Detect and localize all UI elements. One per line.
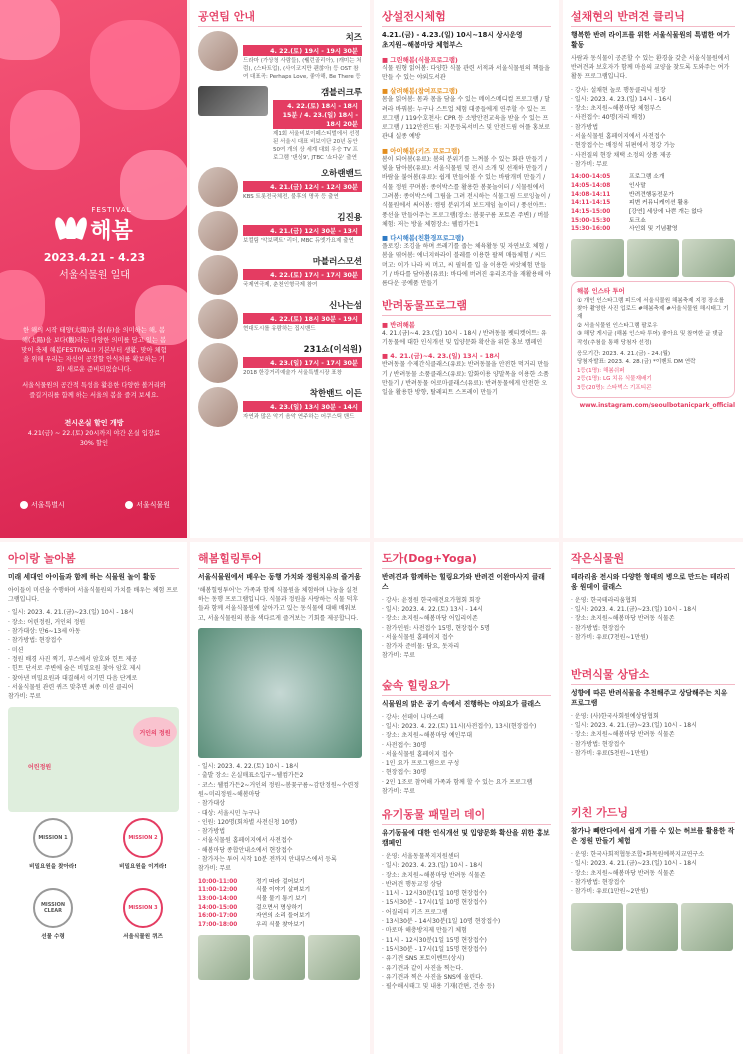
schedule-desc: 우리 식물 찾아보기 <box>256 922 305 929</box>
mission-1-label: 비밀요원을 찾아라! <box>29 864 77 871</box>
festival-venue: 서울식물원 일대 <box>59 270 130 281</box>
kids-info <box>8 608 179 692</box>
family-day-info-line: · 유기견 SNS 포토이벤트(상시) <box>382 955 465 963</box>
schedule-desc: 사인회 및 기념촬영 <box>629 226 678 233</box>
companion-block <box>382 320 551 348</box>
small-plants-info-line: · 일시: 2023. 4. 21.(금)~23.(일) 10시 - 18시 <box>571 605 697 613</box>
healing-schedule-row <box>198 886 362 895</box>
insta-steps <box>577 297 729 347</box>
yoga-column <box>374 542 559 1054</box>
insta-prize: 2등(1명): LG 치유 식물재배기 <box>577 376 652 383</box>
schedule-desc: [강연] 세상에 나쁜 개는 없다 <box>629 209 703 215</box>
performer-name: 신나는섬 <box>329 300 362 311</box>
performer-body <box>243 255 362 290</box>
small-plants-info-line: · 운영: 한국테라리움협회 <box>571 596 637 604</box>
performer-name: 갬블러크루 <box>320 87 362 98</box>
performer-time: 4. 21.(금) 12시 - 12시 30분 <box>243 181 362 192</box>
yoga-info-line: · 강사: 윤정원 한국애견요가협회 회장 <box>382 596 481 604</box>
performer-card <box>198 343 362 383</box>
kids-section <box>0 542 187 1054</box>
performer-photo <box>198 86 268 116</box>
performer-desc: 제1회 서울비보이페스티벌에서 선정된 서울시 대표 비보이단 20년 동안 50여 개의 상 세계 대회 우승 TV 프로그램 '댄싱9', JTBC '쇼다운' 출연 <box>273 130 360 161</box>
map-label-kids-garden: 어린정원 <box>28 764 52 772</box>
healing-info-line: · 참가방법 <box>198 828 225 836</box>
clinic-info-line: · 서울식물원 홈페이지에서 사전접수 <box>571 133 666 141</box>
exhibition-block-text: 몸을 읽어봄: 몸과 몸을 담을 수 있는 메이스메디컬 프로그램 / 달려라 바꿔봄: 누구나 스트업 체험 대중들에게 연주할 수 있는 프로그램 / 119수호천사: CPR 등 소방안전교육을 받을 수 있는 프로그램 / 112안전드림: 지문등록서비스 및 안전드림 어플 홍보로 관내 실종 예방 <box>382 96 551 141</box>
instagram-link[interactable]: www.instagram.com/seoulbotanicpark_official <box>579 401 735 409</box>
performer-photo <box>198 387 238 427</box>
performer-time: 4. 22.(토) 18시 - 18시 15분 / 4. 23.(일) 18시 - 18시 20분 <box>273 100 362 129</box>
family-day-info-line: · 반려견 행동교정 상담 <box>382 880 442 888</box>
insta-title: 해봄 인스타 투어 <box>577 287 625 296</box>
schedule-time: 17:00-18:00 <box>198 922 238 929</box>
small-plants-info-line: · 장소: 초지원~해봄마당 반려동 식물존 <box>571 615 675 623</box>
event-title: 전시온실 할인 개방 <box>64 419 124 427</box>
performer-desc: KBS 트롯전국체전, 불후의 명곡 등 출연 <box>243 193 339 200</box>
schedule-desc: 걸으면서 명상하기 <box>256 904 303 911</box>
small-plants-info-line: · 참가비: 유료(7천원~1만원) <box>571 633 649 641</box>
forest-yoga-info-line: · 1인 요가 프로그램으로 구성 <box>382 760 460 768</box>
schedule-time: 14:05-14:08 <box>571 182 611 189</box>
yoga-info-line: · 서울식물원 홈페이지 접수 <box>382 633 454 641</box>
companion-title: 반려동물프로그램 <box>382 297 551 316</box>
festival-label: FESTIVAL <box>91 206 132 214</box>
performance-section <box>190 0 370 538</box>
festival-intro <box>20 326 168 400</box>
healing-info-line: · 참가대상 <box>198 800 225 808</box>
kids-fee: 참가비: 무료 <box>8 693 41 701</box>
performer-body <box>243 167 362 202</box>
yoga-info-line: · 참가자 준비물: 담요, 돗자리 <box>382 643 460 651</box>
performer-photo <box>198 167 238 207</box>
performer-name: 오하랜밴드 <box>320 168 362 179</box>
tulip-decoration <box>0 0 60 60</box>
exhibition-blocks <box>382 55 551 289</box>
family-day-info-line: · 장소: 초지원~해봄마당 반려동 식물존 <box>382 871 486 879</box>
performer-desc: 드라마 (가상청 사람들), (뷀런골리아), (캐미는 처럼), (스타트업), (사이코지만 괜찮아) 등 OST 참여 대표곡: Perhaps Love, 좋아해, Be There 등 <box>243 58 362 80</box>
forest-yoga-info-line: · 서울식물원 홈페이지 접수 <box>382 750 454 758</box>
forest-yoga-info-line: · 장소: 초지원~해봄마당 예인무대 <box>382 732 473 740</box>
event-text: 4.21(금) ~ 22.(토) 20시까지 야간 온실 입장료 30% 할인 <box>27 430 161 448</box>
family-day-info-line: · 유기견과 같이 사진을 찍는다. <box>382 964 463 972</box>
yoga-info-line: · 장소: 초지원~해봄마당 어입리이존 <box>382 615 478 623</box>
festival-dates: 2023.4.21 - 4.23 <box>43 251 146 264</box>
performer-photo <box>198 343 238 383</box>
yoga-fee: 참가비: 무료 <box>382 652 415 660</box>
festival-logo <box>32 206 157 281</box>
insta-step: ② 서울식물원 인스타그램 팔로우 <box>577 322 658 329</box>
family-day-info-line: · 15시30분 - 17시(1일 10명 현장접수) <box>382 899 487 907</box>
exhibition-section <box>374 0 559 538</box>
performer-body <box>243 387 362 422</box>
kitchen-info <box>571 850 735 896</box>
family-day-sub: 유기동물에 대한 인식개선 및 입양문화 확산을 위한 홍보 캠페인 <box>382 829 550 848</box>
exhibition-block <box>382 86 551 141</box>
map-label-giant-garden: 거인의 정원 <box>133 717 177 747</box>
healing-info <box>198 762 362 864</box>
schedule-desc: 정기 따라 걸어보기 <box>256 878 305 885</box>
small-plants-sub: 테라리움 전시와 다양한 형태의 병으로 만드는 테라리움 원데이 클래스 <box>571 573 730 591</box>
mission-3-label: 서울식물원 퀴즈 <box>123 934 163 941</box>
yoga-info <box>382 596 551 652</box>
healing-photo <box>308 935 360 980</box>
healing-title: 해봄힐링투어 <box>198 550 362 569</box>
companion-block-title: ■ 반려해봄 <box>382 320 415 329</box>
insta-step: ③ 해당 게시글 (해봄 인스타 투어) 좋아요 및 참여한 글 댓글 작성(추첨을 통해 당첨자 선정) <box>577 331 724 346</box>
clinic-info-line: · 현장접수는 배정석 뒤편에서 청강 가능 <box>571 142 676 150</box>
family-day-info-line: · 마로마 해충방지제 만들기 체험 <box>382 927 467 935</box>
healing-fee: 참가비: 무료 <box>198 865 231 873</box>
exhibition-block-title: ■ 살려해봄(참여프로그램) <box>382 87 458 96</box>
insta-announce: 당첨자발표: 2023. 4. 28.(금) *이벤트 DM 연락 <box>577 359 696 366</box>
family-day-info-line: · 13시30분 - 14시30분(1일 10명 현장접수) <box>382 918 501 926</box>
kids-info-line: · 참가대상: 만6~13세 아동 <box>8 628 81 636</box>
schedule-time: 14:08-14:11 <box>571 191 611 198</box>
kids-info-line: · 미션 <box>8 646 24 654</box>
performance-title: 공연팀 안내 <box>198 8 362 27</box>
performer-name: 마블러스모션 <box>312 256 362 267</box>
yoga-title: 도가(Dog+Yoga) <box>382 550 551 569</box>
insta-prize: 1등(1명): 해봄쉬퍼 <box>577 367 625 374</box>
clinic-schedule-row <box>571 217 735 226</box>
performer-desc: 보컬팀 '악보팩트' 리더, MBC 듀엣가요제 출연 <box>243 237 354 244</box>
family-day-info-line: · 유기견과 찍은 사진을 SNS에 올린다. <box>382 973 483 981</box>
exhibition-block-title: ■ 그린해봄(식물프로그램) <box>382 55 458 64</box>
family-day-info-line: · 일시: 2023. 4. 23.(일) 10시 - 18시 <box>382 862 483 870</box>
mission-clear-label: 선물 수령 <box>41 934 65 941</box>
performer-card <box>198 299 362 339</box>
performer-card <box>198 255 362 295</box>
forest-yoga-info <box>382 713 551 787</box>
family-day-info-line: · 15시30분 - 17시(1일 15명 현장접수) <box>382 945 487 953</box>
performer-photo <box>198 211 238 251</box>
flower-logo-icon <box>56 213 86 239</box>
plant-consult-sub: 성향에 따른 반려식물을 추천해주고 상담해주는 치유 프로그램 <box>571 689 728 708</box>
performer-photo <box>198 31 238 71</box>
performer-name: 231쇼(이석원) <box>303 344 362 355</box>
performer-photo <box>198 255 238 295</box>
insta-tour-box <box>571 281 735 398</box>
healing-info-line: · 코스: 웰컴가든2~거인의 정원~봄꽃구름~감탄정원~수련정원~미리정원~해봄마당 <box>198 781 360 798</box>
clinic-sub: 행복한 반려 라이프를 위한 서울식물원의 특별한 여가활동 <box>571 31 730 49</box>
kids-info-line: · 서울식물원 관련 퀴즈 맞추면 최종 미션 클리어 <box>8 683 134 691</box>
performer-desc: 현대도시를 유람하는 집시밴드 <box>243 325 316 332</box>
family-day-info-line: · 11시 - 12시30분(1일 15명 현장접수) <box>382 936 487 944</box>
schedule-time: 14:00-15:00 <box>198 904 238 911</box>
forest-yoga-info-line: · 사전접수: 30명 <box>382 741 427 749</box>
clinic-info-line: · 사전접수: 40명(자리 배정) <box>571 114 646 122</box>
clinic-photo <box>682 239 735 277</box>
insta-prizes <box>577 367 729 392</box>
family-day-info <box>382 852 551 991</box>
schedule-desc: 반려견행동전문가 <box>629 191 674 198</box>
healing-photo <box>198 935 250 980</box>
exhibition-block-title: ■ 다시해봄(친환경프로그램) <box>382 234 465 243</box>
botanic-park-logo: 서울식물원 <box>125 500 170 510</box>
mission-2-label: 비밀요원을 이겨라! <box>119 864 167 871</box>
clinic-section <box>563 0 743 538</box>
healing-info-line: · 대상: 서울시민 누구나 <box>198 809 260 817</box>
kitchen-info-line: · 운영: 한국사회적협동조합•화목원예복지교연구소 <box>571 851 704 859</box>
kids-sub: 미래 세대인 아이들과 함께 하는 식물원 놀이 활동 <box>8 573 156 581</box>
forest-yoga-info-line: · 강사: 선데이 나마스테 <box>382 713 444 721</box>
kids-info-line: · 찾아낸 비밀요원과 대결해서 이기면 다음 단계로 <box>8 674 138 682</box>
performer-body <box>243 31 362 82</box>
healing-info-line: · 해봄마당 종합안내소에서 현장접수 <box>198 846 293 854</box>
performer-name: 치즈 <box>345 33 362 43</box>
seoul-logo-icon <box>20 501 28 509</box>
insta-step: ① 개인 인스타그램 피드에 서울식물원 해봄축제 지정 장소를 찾아 촬영한 사진 업로드 #해봄축제 #서울식물원 해시태그 기재 <box>577 297 729 321</box>
plant-consult-info-line: · 일시: 2023. 4. 21.(금)~23.(일) 10시 - 18시 <box>571 722 697 730</box>
healing-photos <box>198 935 362 980</box>
performer-body <box>243 299 362 334</box>
performer-name: 김진용 <box>337 212 362 223</box>
forest-yoga-info-line: · 일시: 2023. 4. 22.(토) 11시(사전접수), 13시(현장접수) <box>382 722 537 730</box>
exhibition-venue: 초지원~해봄마당 체험부스 <box>382 40 463 49</box>
greenhouse-photo <box>198 628 362 758</box>
clinic-photos <box>571 239 735 277</box>
insta-period: 응모기간: 2023. 4. 21.(금) - 24.(월) <box>577 351 671 358</box>
family-day-info-line: · 운영: 서울동물복지지원센터 <box>382 852 460 860</box>
clinic-info <box>571 86 735 170</box>
clinic-info-line: · 사전질의 현장 채택 소정의 상품 제공 <box>571 151 672 159</box>
family-day-info-line: · 어질리티 키즈 프로그램 <box>382 908 448 916</box>
schedule-time: 15:00-15:30 <box>571 217 611 224</box>
tulip-decoration <box>90 20 180 110</box>
clinic-photo <box>571 239 624 277</box>
performer-photo <box>198 299 238 339</box>
exhibition-block <box>382 55 551 83</box>
insta-prize: 3등(20명): 스타벅스 기프티콘 <box>577 384 652 391</box>
exhibition-block-title: ■ 아이해봄(키즈 프로그램) <box>382 146 461 155</box>
healing-info-line: · 인원: 120명(회차별 사전신청 10명) <box>198 818 298 826</box>
schedule-desc: 식물 물기 통기 보기 <box>256 895 307 902</box>
kids-info-line: · 일시: 2023. 4. 21.(금)~23.(일) 10시 - 18시 <box>8 609 134 617</box>
healing-sub: 서울식물원에서 배우는 동행 가치와 정원치유의 즐거움 <box>198 573 361 581</box>
schedule-time: 16:00-17:00 <box>198 913 238 920</box>
kids-info-line: · 장소: 어린정원, 거인의 정원 <box>8 618 86 626</box>
clinic-info-line: · 장소: 초지원~해봄마당 체험부스 <box>571 105 662 113</box>
performer-card <box>198 86 362 163</box>
kitchen-info-line: · 참가비: 유료(1만원~2만원) <box>571 888 649 896</box>
festival-title: 해봄 <box>90 219 133 244</box>
exhibition-block-text: 식물 원형 읽어봄: 다양한 식물 관련 서적과 서울식물원의 책들을 만들 수 있는 야외도서관 <box>382 64 550 81</box>
performer-card <box>198 31 362 82</box>
schedule-time: 14:00-14:05 <box>571 174 611 181</box>
clinic-schedule <box>571 173 735 234</box>
performer-body <box>273 86 362 163</box>
performer-time: 4. 23.(일) 17시 - 17시 30분 <box>243 357 362 368</box>
family-day-title: 유기동물 패밀리 데이 <box>382 806 551 825</box>
forest-yoga-info-line: · 현장접수: 30명 <box>382 769 427 777</box>
healing-schedule-row <box>198 921 362 930</box>
clinic-schedule-row <box>571 199 735 208</box>
healing-info-line: · 출발 장소: 온실매표소입구~웰컴가든2 <box>198 772 304 780</box>
kitchen-photos <box>571 903 735 951</box>
healing-schedule-row <box>198 904 362 913</box>
performer-time: 4. 23.(일) 13시 30분 - 14시 <box>243 401 362 412</box>
kitchen-photo <box>626 903 678 951</box>
kids-map <box>8 707 179 812</box>
exhibition-dates: 4.21.(금) - 4.23.(일) 10시~18시 상시운영 <box>382 31 523 39</box>
healing-schedule-row <box>198 895 362 904</box>
schedule-desc: 피변 커뮤니케이션 활용 <box>629 200 689 207</box>
performer-desc: 자연과 많은 악기 음악 연주하는 어쿠스틱 밴드 <box>243 413 355 420</box>
schedule-time: 15:30-16:00 <box>571 226 611 233</box>
small-plants-info-line: · 참가방법: 현장접수 <box>571 624 626 632</box>
schedule-time: 11:00-12:00 <box>198 887 238 894</box>
forest-yoga-sub: 식물원의 맑은 공기 속에서 진행하는 야외요가 클래스 <box>382 699 541 708</box>
performer-time: 4. 21.(금) 12시 30분 - 13시 <box>243 225 362 236</box>
schedule-desc: 자연의 소리 들어보기 <box>256 913 311 920</box>
schedule-desc: 토크쇼 <box>629 217 646 224</box>
clinic-schedule-row <box>571 191 735 200</box>
family-day-info-line: · 11시 - 12시30분(1일 10명 현장접수) <box>382 890 487 898</box>
plant-consult-info-line: · 운영: (사)한국사회원예상담협회 <box>571 712 659 720</box>
kitchen-info-line: · 참가방법: 현장접수 <box>571 878 626 886</box>
schedule-desc: 식물 이야기 살펴보기 <box>256 887 311 894</box>
healing-schedule-row <box>198 912 362 921</box>
clinic-title: 설채현의 반려견 클리닉 <box>571 8 735 27</box>
healing-info-line: · 참가자는 투어 시작 10분 전까지 안내부스에서 등록 <box>198 856 337 863</box>
performer-time: 4. 22.(토) 19시 - 19시 30분 <box>243 45 362 56</box>
mission-3-badge: MISSION 3 <box>123 888 163 928</box>
exhibition-block <box>382 233 551 288</box>
performer-card <box>198 167 362 207</box>
family-day-info-line: · 필수해시태그 및 내용 기재(간편, 건송 등) <box>382 983 495 991</box>
schedule-time: 13:00-14:00 <box>198 895 238 902</box>
clinic-info-line: · 강사: 설채현 놀로 행동클리닉 원장 <box>571 86 666 94</box>
plant-consult-info-line: · 장소: 초지원~해봄마당 반려동 식물존 <box>571 731 675 739</box>
clinic-desc: 사람과 동식물이 공존할 수 있는 환경을 갖춘 서울식물원에서 반려견과 보호자가 함께 마음의 교양을 찾도록 도와주는 여가활동 프로그램입니다. <box>571 54 730 81</box>
exhibition-title: 상설전시체험 <box>382 8 551 27</box>
healing-schedule <box>198 878 362 930</box>
schedule-time: 14:15-15:00 <box>571 209 611 215</box>
performer-body <box>243 343 362 378</box>
exhibition-block-text: 봄이 되어봄(유료): 봄의 분위기를 느껴볼 수 있는 화관 만들기 / 빛을 담아봄(유료): 서울식물원 및 전시 소개 및 선재하 만들기 / 바람을 불어봄(유료): 쉽게 만들어볼 수 있는 바람개비 만들기 / 식물 정원 꾸며봄: 종이박스를 활용한 봄꽃놀이터 / 식물원에서 그려봄: 종이박스에 그림을 그려 전시하는 식물그림 드로잉놀이 / 식물원에서 써어봄: 캠핑 분위기의 보드게임 놀이터 / 풍선아트: 풍선을 만들어주는 프로그램(장소: 봄꽃구름 포토존 주변) / 버블체험: 저는 방울 체험장소: 웰컴가든1 <box>382 155 551 228</box>
mission-clear-badge: MISSION CLEAR <box>33 888 73 928</box>
schedule-time: 10:00-11:00 <box>198 878 238 885</box>
yoga-sub: 반려견과 함께하는 힐링요가와 반려견 이완마사지 클래스 <box>382 573 545 591</box>
performer-time: 4. 22.(토) 17시 - 17시 30분 <box>243 269 362 280</box>
clinic-schedule-row <box>571 225 735 234</box>
forest-yoga-fee: 참가비: 무료 <box>382 787 415 795</box>
clinic-photo <box>627 239 680 277</box>
healing-info-line: · 일시: 2023. 4. 22.(토) 10시 - 18시 <box>198 763 299 771</box>
hero-panel <box>0 0 187 538</box>
greenhouse-event <box>20 418 168 449</box>
kitchen-title: 키친 가드닝 <box>571 804 735 823</box>
kitchen-photo <box>681 903 733 951</box>
healing-schedule-row <box>198 878 362 887</box>
clinic-schedule-row <box>571 182 735 191</box>
clinic-schedule-row <box>571 173 735 182</box>
forest-yoga-info-line: · 2인 1조로 참여해 가족과 함께 할 수 있는 요가 프로그램 <box>382 778 533 786</box>
healing-section <box>190 542 370 1054</box>
clinic-info-line: · 참가비: 무료 <box>571 160 608 168</box>
performer-name: 착한밴드 이든 <box>309 388 362 399</box>
companion-block-text: 반려동물 수제간식클래스(유료): 반려동물을 안전한 먹거리 만들기 / 반려동물 소품클래스(유료): 압화이용 양말목을 이용한 소품만들기 / 반려동물 어로마클래스(유료): 반려동물에게 안전한 오일을 활용한 방향, 탈레피트 스프레이 만들기 <box>382 361 549 397</box>
performer-card <box>198 387 362 427</box>
plant-consult-info <box>571 712 735 758</box>
plant-consult-title: 반려식물 상담소 <box>571 666 735 685</box>
healing-info-line: · 서울식물원 홈페이지에서 사전접수 <box>198 837 293 845</box>
companion-block-text: 4. 21.(금)~4. 23.(일) 10시 - 18시 / 반려동물 펫티켓어트: 유기동물에 대한 인식개선 및 입양문화 확산을 위한 홍보 캠페인 <box>382 329 547 346</box>
mission-1-badge: MISSION 1 <box>33 818 73 858</box>
clinic-info-line: · 참가방법 <box>571 123 598 131</box>
organizer-logos <box>20 500 170 510</box>
companion-block <box>382 351 551 397</box>
exhibition-block <box>382 146 551 229</box>
small-plants-info <box>571 596 735 642</box>
seoul-city-logo: 서울특별시 <box>20 500 65 510</box>
kids-info-line: · 참가방법: 현장접수 <box>8 637 63 645</box>
companion-block-title: ■ 4. 21.(금)~4. 23.(일) 13시 - 18시 <box>382 352 500 361</box>
schedule-desc: 인사말 <box>629 182 646 189</box>
kitchen-photo <box>571 903 623 951</box>
performer-time: 4. 22.(토) 18시 30분 - 19시 <box>243 313 362 324</box>
kids-info-line: · 정원 배경 사진 찍기, 부스에서 암호와 힌트 제공 <box>8 655 138 663</box>
kids-title: 아이랑 놀아봄 <box>8 550 179 569</box>
performer-card <box>198 211 362 251</box>
companion-blocks <box>382 320 551 398</box>
tulip-decoration <box>10 90 80 170</box>
kitchen-info-line: · 장소: 초지원~해봄마당 반려동 식물존 <box>571 869 675 877</box>
forest-yoga-title: 숲속 힐링요가 <box>382 677 551 696</box>
performer-desc: 국제연극제, 춘천인형극제 참여 <box>243 281 318 288</box>
performer-body <box>243 211 362 246</box>
mission-2-badge: MISSION 2 <box>123 818 163 858</box>
plant-consult-info-line: · 참가비: 유료(5천원~1만원) <box>571 750 649 758</box>
healing-desc: '해봄힐링투어'는 가족과 함께 식물원을 체험하며 나눔을 실천하는 동행 프로그램입니다. 식물과 정원을 사랑하는 식물 덕후들과 함께 서울식물원에 살아가고 있는 동식물에 대해 배워보고, 서울식물원의 봄을 색다르게 즐겨보는 기회를 제공합니다. <box>198 586 359 622</box>
clinic-info-line: · 일시: 2023. 4. 23.(일) 14시 - 16시 <box>571 95 672 103</box>
healing-photo <box>253 935 305 980</box>
botanic-logo-icon <box>125 501 133 509</box>
schedule-time: 14:11-14:15 <box>571 200 611 207</box>
intro-text-2: 서울식물원의 공간적 특성을 활용한 다양한 볼거리와 즐길거리를 함께 하는 서울의 봄을 즐겨 보세요. <box>22 381 166 399</box>
yoga-info-line: · 일시: 2023. 4. 22.(토) 13시 - 14시 <box>382 605 483 613</box>
kitchen-sub: 참가나 빼란다에서 쉽게 기를 수 있는 허브를 활용한 작은 정원 만들기 체험 <box>571 827 735 846</box>
yoga-info-line: · 참가인원: 사전접수 15명, 현장접수 5명 <box>382 624 490 632</box>
mission-diagram <box>8 818 179 968</box>
kids-info-line: · 힌트 단서로 주변에 숨은 비밀요원 찾아 암호 제시 <box>8 665 142 673</box>
small-plants-title: 작은식물원 <box>571 550 735 569</box>
intro-text: 한 해의 시작 태양(太陽)과 봄(春)을 의미하는 해, 봄 해(太陽)을 보다(觀)라는 다양한 의미를 담고 있는 봄맞이 축제 해봄FESTIVAL!! 기본부터 생활, 맞아 체험을 위해 우리는 자신이 공감할 안식처를 확보하는 기회! 새로운 준비되었습니다. <box>21 327 167 373</box>
performance-list <box>198 31 362 427</box>
clinic-schedule-row <box>571 208 735 217</box>
kitchen-info-line: · 일시: 2023. 4. 21.(금)~23.(일) 10시 - 18시 <box>571 860 697 868</box>
performer-desc: 2018 한강거리예술가 서울특별시장 표창 <box>243 369 342 376</box>
schedule-desc: 프로그램 소개 <box>629 174 665 181</box>
kids-desc: 아이들이 미션을 수행하며 서울식물원의 가치를 배우는 체험 프로그램입니다. <box>8 586 178 604</box>
exhibition-block-text: 플로킹: 조깅을 하며 쓰레기를 줍는 체육활동 및 자연보호 체험 / 봄을 엮어봄: 에너지하라이 블레를 이용한 팔찌 매듭체험 / 씨드머고: 이가 나라 씨 머고, 씨 필히를 입 을 이용한 씨앗체험 만들기 / 바다를 담아봄(유료): 바다에 버려진 유리조각을 재활용해 아름다운 공예품 만들기 <box>382 243 551 288</box>
plant-consult-info-line: · 참가방법: 현장접수 <box>571 740 626 748</box>
plants-column <box>563 542 743 1054</box>
